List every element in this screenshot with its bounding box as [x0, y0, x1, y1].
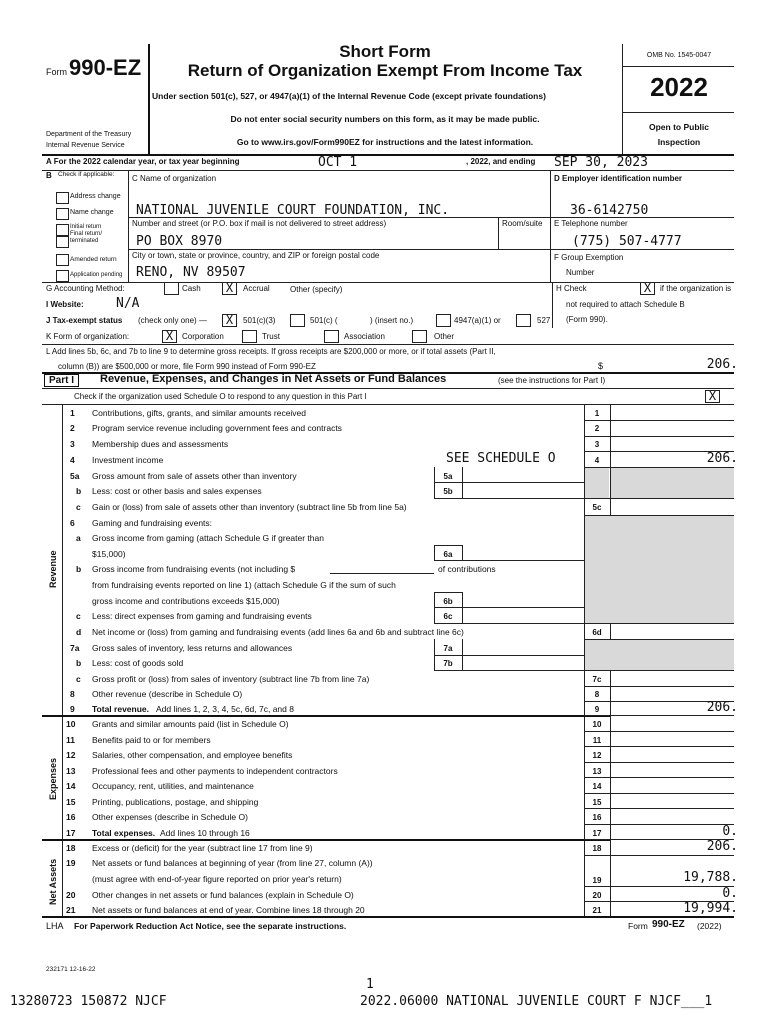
line-17-number: 17	[66, 828, 76, 838]
name-change-label: Name change	[70, 209, 114, 216]
line-16-code: 16	[592, 813, 602, 822]
line-12-text: Salaries, other compensation, and employee benefits	[92, 750, 293, 760]
shaded-area-5-amt	[611, 467, 734, 498]
status-4947-checkbox[interactable]	[436, 314, 451, 327]
line-10-text: Grants and similar amounts paid (list in Schedule O)	[92, 719, 289, 729]
line-17-label: Total expenses.	[92, 828, 156, 838]
status-501c3-checkbox[interactable]: X	[222, 314, 237, 327]
line-9-amount[interactable]: 206.	[706, 700, 738, 715]
line-5a-number: 5a	[70, 471, 80, 481]
line-5c-number: c	[76, 502, 81, 512]
line-7a-code: 7a	[443, 644, 453, 653]
other-org-label: Other	[434, 332, 455, 341]
omb-number: OMB No. 1545-0047	[646, 52, 712, 59]
line-12-code: 12	[592, 751, 602, 760]
final-return-checkbox[interactable]	[56, 236, 69, 248]
telephone-label: E Telephone number	[554, 219, 628, 228]
line-6a-text-2: $15,000)	[92, 549, 126, 559]
status-527-label: 527	[537, 316, 551, 325]
line-18-number: 18	[66, 843, 76, 853]
amended-return-checkbox[interactable]	[56, 254, 69, 266]
line-18-amount[interactable]: 206.	[706, 839, 738, 854]
line-6b-contributions-field[interactable]	[330, 573, 434, 574]
line-7a-number: 7a	[70, 643, 80, 653]
line-9-code: 9	[594, 705, 600, 714]
line-12-number: 12	[66, 750, 76, 760]
see-schedule-o: SEE SCHEDULE O	[446, 451, 556, 466]
line-6c-code: 6c	[443, 612, 453, 621]
open-public-2: Inspection	[657, 137, 701, 147]
initial-return-label: Initial return	[70, 224, 102, 230]
street-address[interactable]: PO BOX 8970	[136, 234, 223, 249]
bottom-left-id: 13280723 150872 NJCF	[10, 994, 167, 1009]
form-of-org-label: K Form of organization:	[46, 332, 130, 341]
trust-checkbox[interactable]	[242, 330, 257, 343]
line-8-text: Other revenue (describe in Schedule O)	[92, 689, 243, 699]
line-20-amount[interactable]: 0.	[722, 886, 738, 901]
line-19-code: 19	[592, 876, 602, 885]
line-21-number: 21	[66, 905, 76, 915]
line-6a-number: a	[76, 533, 81, 543]
website-value[interactable]: N/A	[116, 296, 140, 311]
line-6c-number: c	[76, 611, 81, 621]
gross-receipts-dollar: $	[598, 361, 604, 371]
amended-return-label: Amended return	[70, 256, 117, 263]
part1-see-instructions: (see the instructions for Part I)	[498, 376, 606, 385]
line-10-code: 10	[592, 720, 602, 729]
irs-label: Internal Revenue Service	[46, 142, 125, 149]
line-19-amount[interactable]: 19,788.	[683, 870, 738, 885]
line-11-text: Benefits paid to or for members	[92, 735, 211, 745]
part1-tag: Part I	[44, 374, 79, 387]
city-state-zip[interactable]: RENO, NV 89507	[136, 265, 246, 280]
line-2-code: 2	[594, 424, 600, 433]
paperwork-notice: For Paperwork Reduction Act Notice, see the separate instructions.	[74, 921, 347, 931]
cash-checkbox[interactable]	[164, 282, 179, 295]
address-change-label: Address change	[70, 193, 121, 200]
final-return-label: Final return/ terminated	[70, 231, 103, 244]
gross-receipts-amount[interactable]: 206.	[706, 357, 738, 372]
line-3-code: 3	[594, 440, 600, 449]
line-7c-code: 7c	[592, 675, 602, 684]
accrual-checkbox[interactable]: X	[222, 282, 237, 295]
accounting-method-label: G Accounting Method:	[46, 284, 125, 293]
form-ref-prefix: Form	[628, 921, 648, 931]
name-change-checkbox[interactable]	[56, 208, 69, 220]
form-number: 990-EZ	[69, 55, 142, 80]
form-prefix: Form	[46, 67, 67, 77]
city-label: City or town, state or province, country, and ZIP or foreign postal code	[132, 251, 380, 260]
title-short-form: Short Form	[339, 42, 431, 61]
application-pending-label: Application pending	[70, 272, 123, 278]
line-17-text: Add lines 10 through 16	[160, 828, 250, 838]
corporation-label: Corporation	[182, 332, 224, 341]
line-4-amount[interactable]: 206.	[706, 451, 738, 466]
line-9-number: 9	[70, 704, 75, 714]
ssn-note: Do not enter social security numbers on this form, as it may be made public.	[230, 114, 540, 124]
line-11-code: 11	[592, 736, 602, 745]
line-21-amount[interactable]: 19,994.	[683, 901, 738, 916]
schedule-b-checkbox[interactable]: X	[640, 282, 655, 295]
org-name[interactable]: NATIONAL JUVENILE COURT FOUNDATION, INC.	[136, 203, 450, 218]
part1-title: Revenue, Expenses, and Changes in Net Assets or Fund Balances	[100, 373, 447, 385]
tax-year: 2022	[650, 72, 708, 102]
line-14-number: 14	[66, 781, 76, 791]
line-14-code: 14	[592, 782, 602, 791]
line-6b-text-1: Gross income from fundraising events (not including $	[92, 564, 296, 574]
form-ref-number: 990-EZ	[652, 919, 685, 930]
section-b-label: B	[46, 171, 52, 180]
line-15-code: 15	[592, 798, 602, 807]
gross-receipts-text-1: L Add lines 5b, 6c, and 7b to line 9 to determine gross receipts. If gross receipts are $200,000 or more, or if total assets (Part II,	[46, 347, 496, 356]
line-13-text: Professional fees and other payments to independent contractors	[92, 766, 338, 776]
group-exemption-number-label: Number	[566, 268, 595, 277]
application-pending-checkbox[interactable]	[56, 270, 69, 282]
schedule-b-check-label: H Check	[556, 284, 587, 293]
line-13-number: 13	[66, 766, 76, 776]
tax-exempt-status-label: J Tax-exempt status	[46, 316, 123, 325]
line-6-text: Gaming and fundraising events:	[92, 518, 213, 528]
line-15-number: 15	[66, 797, 76, 807]
status-501c3-label: 501(c)(3)	[243, 316, 276, 325]
line-5b-number: b	[76, 486, 82, 496]
dept-treasury: Department of the Treasury	[46, 131, 132, 138]
line-6b-text-2: from fundraising events reported on line 1) (attach Schedule G if the sum of such	[92, 580, 396, 590]
lha-label: LHA	[46, 921, 64, 931]
under-section-note: Under section 501(c), 527, or 4947(a)(1) of the Internal Revenue Code (except private foundations)	[152, 91, 546, 101]
line-10-number: 10	[66, 719, 76, 729]
line-4-text: Investment income	[92, 455, 164, 465]
group-exemption-label: F Group Exemption	[554, 253, 624, 262]
line-4-number: 4	[70, 455, 75, 465]
line-7b-code: 7b	[443, 659, 453, 668]
ein-label: D Employer identification number	[554, 174, 683, 183]
section-a-label: A For the 2022 calendar year, or tax year beginning	[46, 157, 240, 166]
line-11-number: 11	[66, 735, 75, 745]
line-6b-number: b	[76, 564, 82, 574]
schedule-o-check-text: Check if the organization used Schedule O to respond to any question in this Part I	[74, 392, 367, 401]
schedule-b-text-1: if the organization is	[660, 284, 732, 293]
schedule-b-text-2: not required to attach Schedule B	[566, 300, 685, 309]
corporation-checkbox[interactable]: X	[162, 330, 177, 343]
line-5a-text: Gross amount from sale of assets other than inventory	[92, 471, 297, 481]
tax-year-begin[interactable]: OCT 1	[318, 155, 358, 170]
open-public-1: Open to Public	[649, 122, 709, 132]
line-15-text: Printing, publications, postage, and shipping	[92, 797, 259, 807]
line-7c-text: Gross profit or (loss) from sales of inventory (subtract line 7b from line 7a)	[92, 674, 370, 684]
line-13-code: 13	[592, 767, 602, 776]
line-6a-text-1: Gross income from gaming (attach Schedule G if greater than	[92, 533, 324, 543]
form-title: Return of Organization Exempt From Income Tax	[187, 61, 583, 80]
line-6a-code: 6a	[443, 550, 453, 559]
line-3-number: 3	[70, 439, 75, 449]
form-code: 232171 12-16-22	[46, 966, 96, 973]
net-assets-side-label: Net Assets	[48, 858, 58, 905]
line-1-text: Contributions, gifts, grants, and similar amounts received	[92, 408, 307, 418]
instructions-url: Go to www.irs.gov/Form990EZ for instructions and the latest information.	[236, 137, 534, 147]
shaded-area-7	[585, 639, 734, 670]
line-19-number: 19	[66, 858, 76, 868]
association-checkbox[interactable]	[324, 330, 339, 343]
line-6c-text: Less: direct expenses from gaming and fundraising events	[92, 611, 312, 621]
room-suite-label: Room/suite	[502, 219, 543, 228]
line-21-text: Net assets or fund balances at end of year. Combine lines 18 through 20	[92, 905, 365, 915]
status-527-checkbox[interactable]	[516, 314, 531, 327]
line-19-text-2: (must agree with end-of-year figure reported on prior year's return)	[92, 874, 342, 884]
line-1-number: 1	[70, 408, 75, 418]
status-4947-label: 4947(a)(1) or	[454, 316, 501, 325]
form-ref-year: (2022)	[697, 921, 722, 931]
line-6-number: 6	[70, 518, 75, 528]
and-ending-label: , 2022, and ending	[466, 157, 536, 166]
line-8-code: 8	[594, 690, 600, 699]
line-9-label: Total revenue.	[92, 704, 149, 714]
bottom-right-id: 2022.06000 NATIONAL JUVENILE COURT F NJCF___1	[360, 994, 713, 1009]
line-8-number: 8	[70, 689, 75, 699]
schedule-b-text-3: (Form 990).	[566, 315, 608, 324]
address-change-checkbox[interactable]	[56, 192, 69, 204]
status-501c-label: 501(c) (	[310, 316, 338, 325]
line-2-number: 2	[70, 423, 75, 433]
trust-label: Trust	[262, 332, 280, 341]
other-org-checkbox[interactable]	[412, 330, 427, 343]
line-6d-number: d	[76, 627, 82, 637]
line-5b-text: Less: cost or other basis and sales expenses	[92, 486, 262, 496]
line-1-code: 1	[594, 409, 600, 418]
line-19-text-1: Net assets or fund balances at beginning of year (from line 27, column (A))	[92, 858, 373, 868]
revenue-side-label: Revenue	[48, 550, 58, 588]
schedule-o-checkbox[interactable]: X	[705, 390, 720, 403]
street-label: Number and street (or P.O. box if mail is not delivered to street address)	[132, 219, 387, 228]
check-if-applicable: Check if applicable:	[58, 171, 115, 178]
line-3-text: Membership dues and assessments	[92, 439, 229, 449]
line-18-text: Excess or (deficit) for the year (subtract line 17 from line 9)	[92, 843, 313, 853]
line-21-code: 21	[592, 906, 602, 915]
line-5c-text: Gain or (loss) from sale of assets other than inventory (subtract line 5b from line 5a)	[92, 502, 407, 512]
line-18-code: 18	[592, 844, 602, 853]
telephone-value[interactable]: (775) 507-4777	[572, 234, 682, 249]
org-name-label: C Name of organization	[132, 174, 217, 183]
line-20-code: 20	[592, 891, 602, 900]
other-method-label: Other (specify)	[290, 285, 343, 294]
line-4-code: 4	[594, 456, 600, 465]
tax-year-end[interactable]: SEP 30, 2023	[554, 155, 648, 170]
association-label: Association	[344, 332, 385, 341]
expenses-side-label: Expenses	[48, 757, 58, 800]
line-5b-code: 5b	[443, 487, 453, 496]
line-6b-text-contrib: of contributions	[438, 564, 496, 574]
line-17-amount[interactable]: 0.	[722, 824, 738, 839]
status-insert-no-label: ) (insert no.)	[370, 316, 414, 325]
line-2-text: Program service revenue including government fees and contracts	[92, 423, 342, 433]
line-7c-number: c	[76, 674, 81, 684]
line-16-text: Other expenses (describe in Schedule O)	[92, 812, 248, 822]
website-label: I Website:	[46, 300, 84, 309]
gross-receipts-text-2: column (B)) are $500,000 or more, file Form 990 instead of Form 990-EZ	[58, 362, 316, 371]
line-16-number: 16	[66, 812, 76, 822]
line-14-text: Occupancy, rent, utilities, and maintenance	[92, 781, 254, 791]
line-9-text: Add lines 1, 2, 3, 4, 5c, 6d, 7c, and 8	[156, 704, 294, 714]
line-5c-code: 5c	[592, 503, 602, 512]
accrual-label: Accrual	[243, 284, 270, 293]
line-7b-text: Less: cost of goods sold	[92, 658, 184, 668]
line-6b-code: 6b	[443, 597, 453, 606]
tax-exempt-status-hint: (check only one) —	[138, 316, 207, 325]
shaded-area-5	[585, 467, 609, 498]
ein-value[interactable]: 36-6142750	[570, 203, 649, 218]
line-20-number: 20	[66, 890, 76, 900]
line-17-code: 17	[592, 829, 602, 838]
page-number: 1	[366, 977, 374, 992]
line-7a-text: Gross sales of inventory, less returns and allowances	[92, 643, 293, 653]
line-6d-text: Net income or (loss) from gaming and fundraising events (add lines 6a and 6b and subtract line 6c)	[92, 627, 464, 637]
line-6d-code: 6d	[592, 628, 602, 637]
status-501c-checkbox[interactable]	[290, 314, 305, 327]
cash-label: Cash	[182, 284, 201, 293]
line-5a-code: 5a	[443, 472, 453, 481]
shaded-area-6	[585, 515, 734, 623]
line-7b-number: b	[76, 658, 82, 668]
line-20-text: Other changes in net assets or fund balances (explain in Schedule O)	[92, 890, 354, 900]
line-6b-text-3: gross income and contributions exceeds $15,000)	[92, 596, 280, 606]
initial-return-checkbox[interactable]	[56, 224, 69, 236]
